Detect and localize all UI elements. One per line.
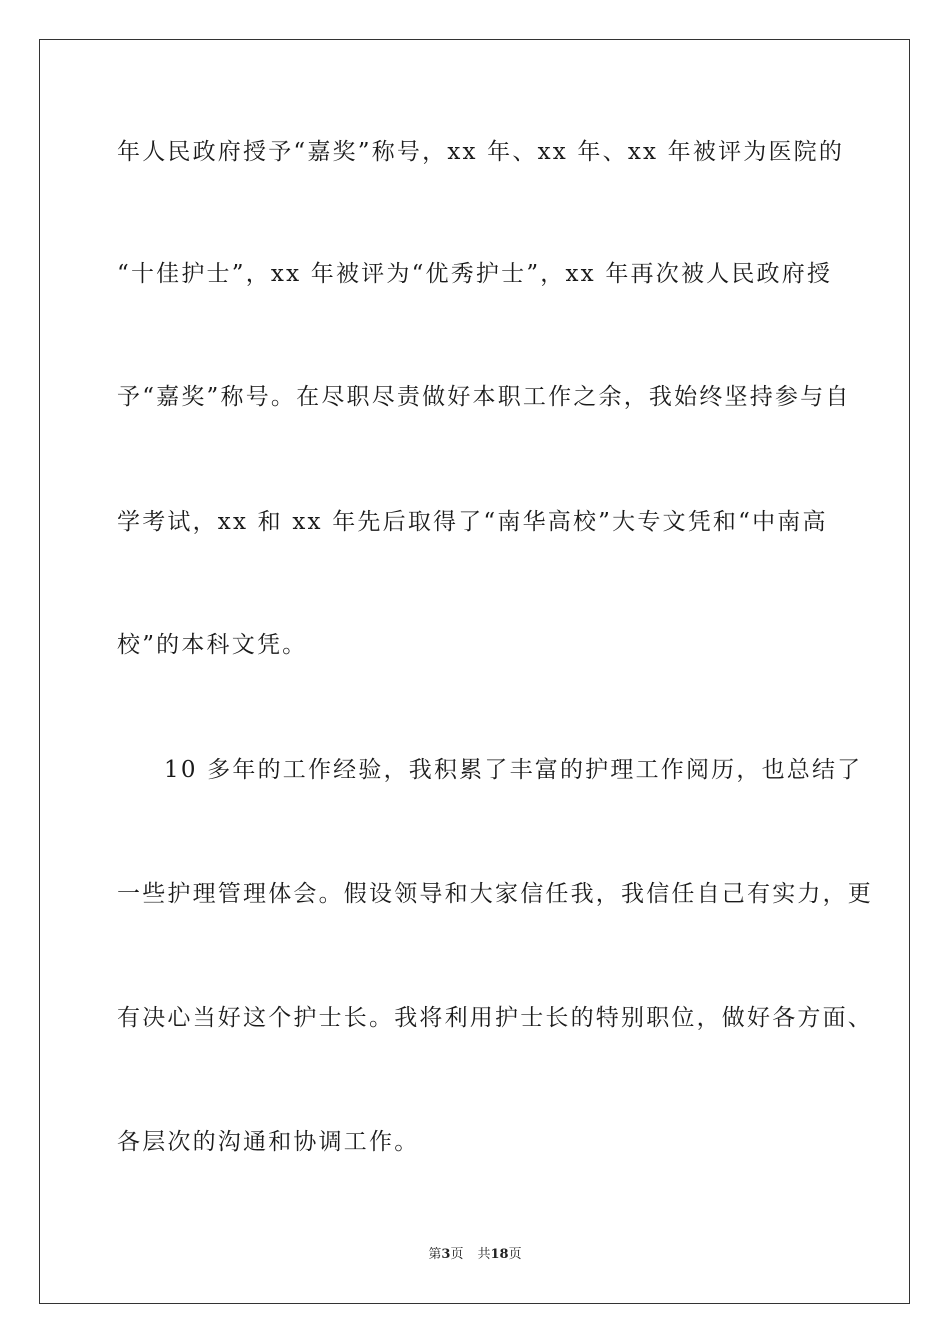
text-line-7: 一些护理管理体会。假设领导和大家信任我，我信任自己有实力，更 bbox=[117, 881, 873, 907]
page-prefix: 第 bbox=[428, 1247, 442, 1262]
page-border bbox=[39, 39, 910, 1304]
total-suffix: 页 bbox=[508, 1247, 522, 1262]
total-pages: 18 bbox=[490, 1247, 509, 1262]
page-footer bbox=[0, 1246, 950, 1264]
text-line-9: 各层次的沟通和协调工作。 bbox=[117, 1129, 420, 1155]
page-number: 3 bbox=[441, 1247, 451, 1262]
text-line-3: 予“嘉奖”称号。在尽职尽责做好本职工作之余，我始终坚持参与自 bbox=[117, 384, 851, 410]
page-suffix: 页 bbox=[450, 1247, 464, 1262]
text-line-1: 年人民政府授予“嘉奖”称号，xx 年、xx 年、xx 年被评为医院的 bbox=[117, 139, 845, 165]
total-prefix: 共 bbox=[477, 1247, 491, 1262]
text-line-8: 有决心当好这个护士长。我将利用护士长的特别职位，做好各方面、 bbox=[117, 1005, 873, 1031]
text-line-2: “十佳护士”，xx 年被评为“优秀护士”，xx 年再次被人民政府授 bbox=[117, 261, 833, 287]
text-line-5: 校”的本科文凭。 bbox=[117, 632, 308, 658]
text-line-4: 学考试，xx 和 xx 年先后取得了“南华高校”大专文凭和“中南高 bbox=[117, 509, 828, 535]
text-line-6: 10 多年的工作经验，我积累了丰富的护理工作阅历，也总结了 bbox=[164, 757, 863, 783]
